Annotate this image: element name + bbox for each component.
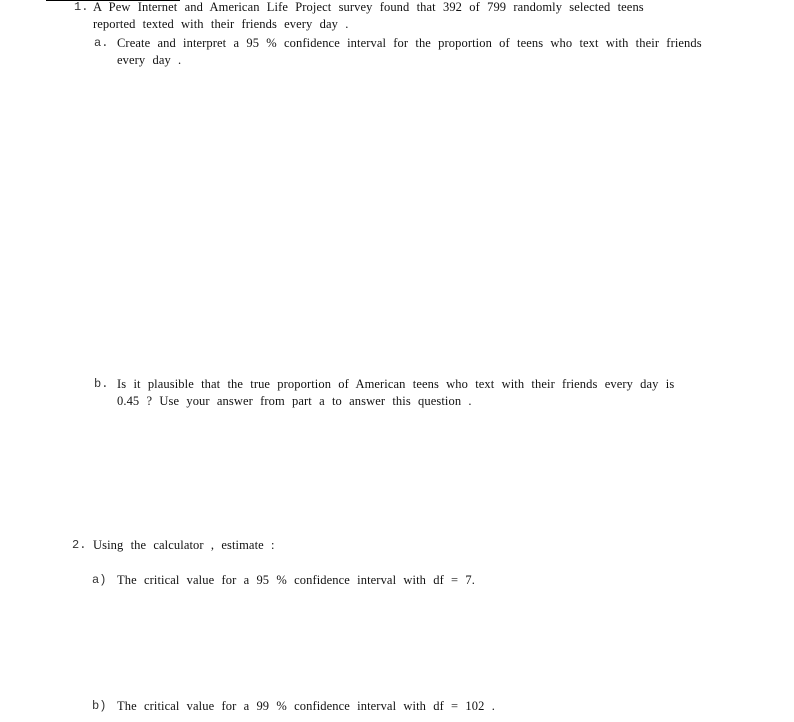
question-1-stem-line-1: A Pew Internet and American Life Project survey found that 392 of 799 randomly selected teens [93,0,644,14]
question-2b-label: b) [92,699,107,713]
question-2a-label: a) [92,573,107,587]
question-2b-text: The critical value for a 99 % confidence interval with df = 102 . [117,699,495,713]
question-1a-label: a. [94,36,109,50]
question-2a-text: The critical value for a 95 % confidence interval with df = 7. [117,573,476,587]
question-1a-line-2: every day . [117,53,182,67]
question-2-number: 2. [72,538,87,552]
question-1b-line-2: 0.45 ? Use your answer from part a to answer this question . [117,394,472,408]
question-1-number: 1. [74,0,89,14]
question-1a-line-1: Create and interpret a 95 % confidence interval for the proportion of teens who text with their friends [117,36,702,50]
question-2-stem: Using the calculator , estimate : [93,538,275,552]
question-1b-line-1: Is it plausible that the true proportion of American teens who text with their friends every day is [117,377,675,391]
question-1b-label: b. [94,377,109,391]
question-1-stem-line-2: reported texted with their friends every day . [93,17,349,31]
